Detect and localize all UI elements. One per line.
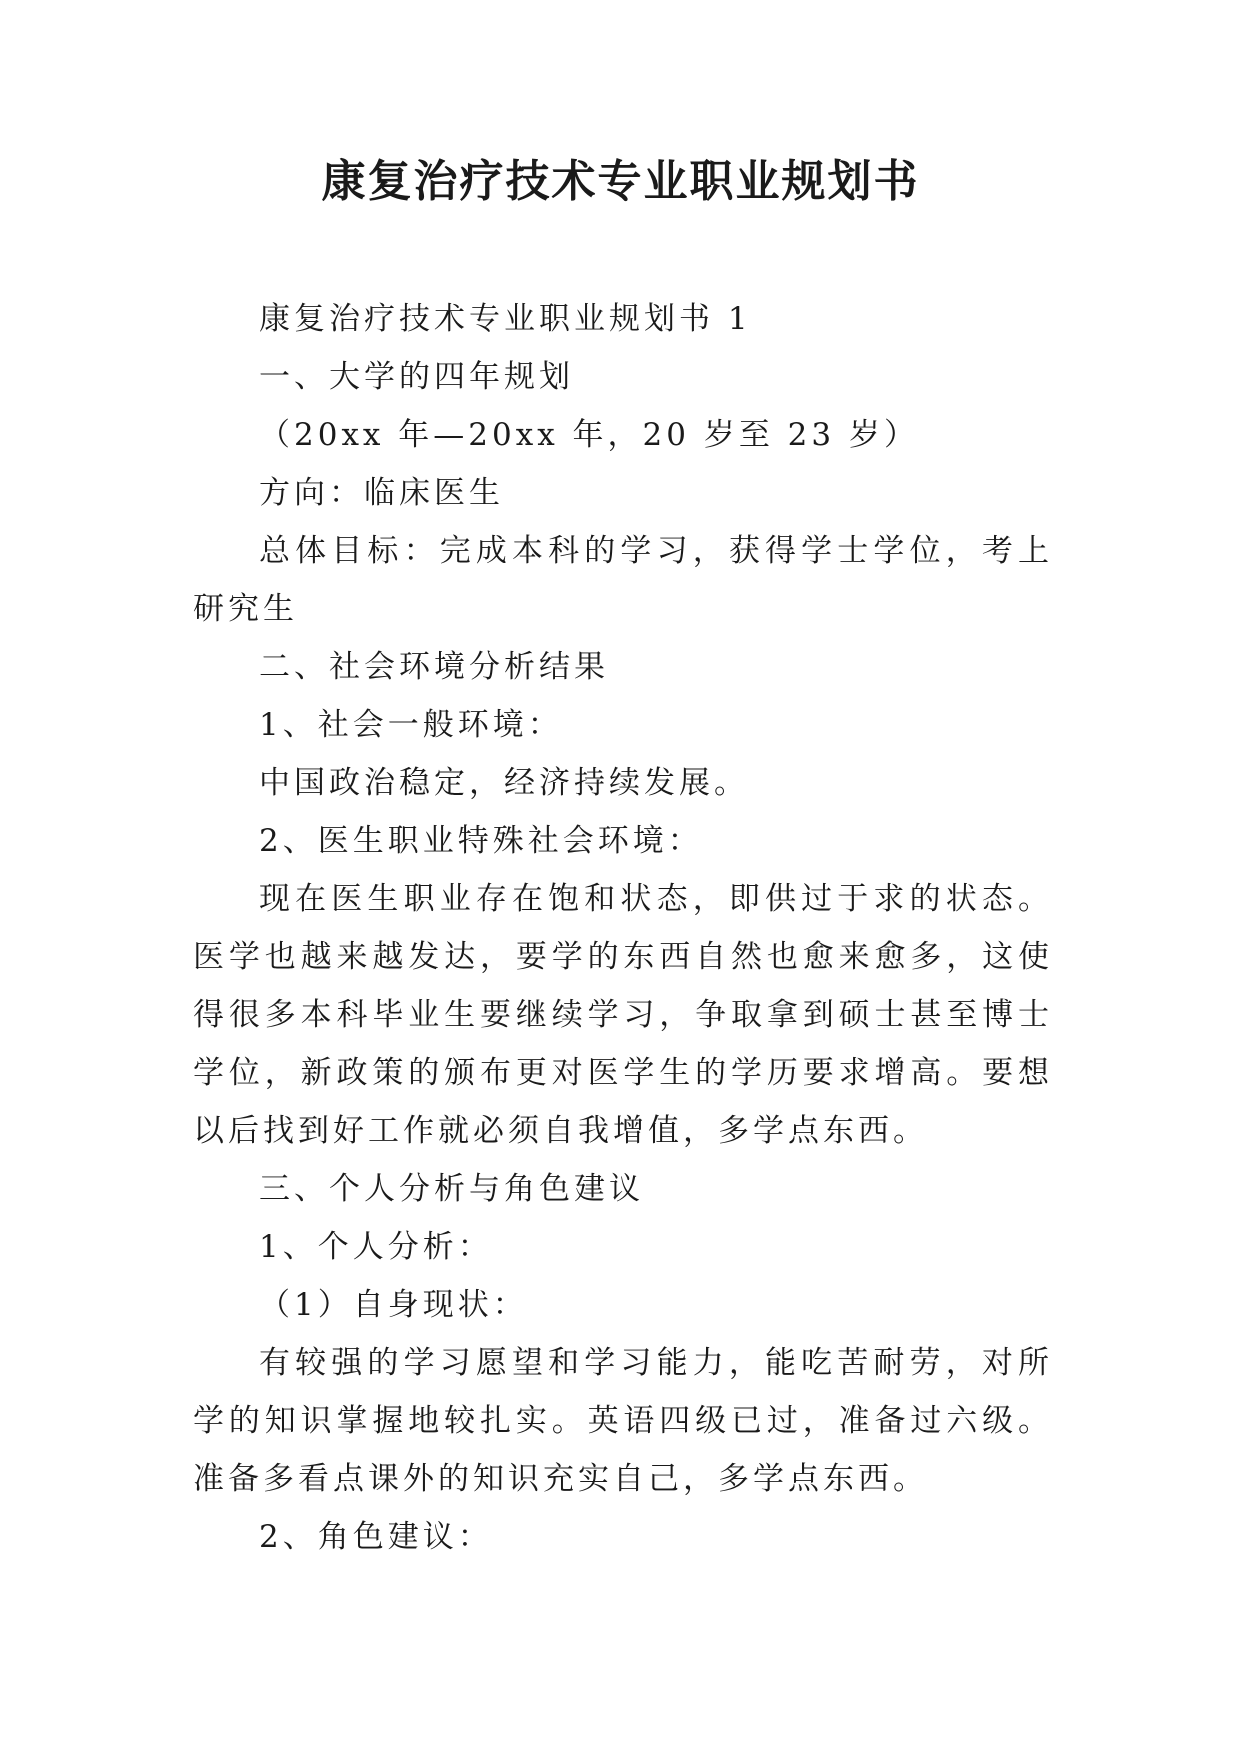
paragraph-section-3: 三、个人分析与角色建议 xyxy=(259,1171,644,1207)
paragraph-general-env: 1、社会一般环境： xyxy=(259,707,563,743)
paragraph-direction: 方向：临床医生 xyxy=(259,475,504,511)
document-title: 康复治疗技术专业职业规划书 xyxy=(321,156,920,207)
paragraph-role-suggestion: 2、角色建议： xyxy=(259,1519,493,1555)
paragraph-section-1: 一、大学的四年规划 xyxy=(259,359,574,395)
paragraph-section-2: 二、社会环境分析结果 xyxy=(259,649,609,685)
paragraph-current-status-text: 有较强的学习愿望和学习能力，能吃苦耐劳，对所学的知识掌握地较扎实。英语四级已过，准备过六级。准备多看点课外的知识充实自己，多学点东西。 xyxy=(193,1345,1053,1497)
paragraph-goal: 总体目标：完成本科的学习，获得学士学位，考上研究生 xyxy=(193,533,1053,627)
paragraph-general-env-text: 中国政治稳定，经济持续发展。 xyxy=(259,765,749,801)
paragraph-heading-1: 康复治疗技术专业职业规划书 1 xyxy=(259,301,752,337)
paragraph-special-env: 2、医生职业特殊社会环境： xyxy=(259,823,703,859)
paragraph-special-env-text: 现在医生职业存在饱和状态，即供过于求的状态。医学也越来越发达，要学的东西自然也愈来愈多，这使得很多本科毕业生要继续学习，争取拿到硕士甚至博士学位，新政策的颁布更对医学生的学历要求增高。要想以后找到好工作就必须自我增值，多学点东西。 xyxy=(193,881,1053,1149)
paragraph-personal-analysis: 1、个人分析： xyxy=(259,1229,493,1265)
document-body xyxy=(193,290,1053,1566)
paragraph-current-status: （1）自身现状： xyxy=(259,1287,528,1323)
paragraph-period: （20xx 年—20xx 年，20 岁至 23 岁） xyxy=(259,417,919,453)
